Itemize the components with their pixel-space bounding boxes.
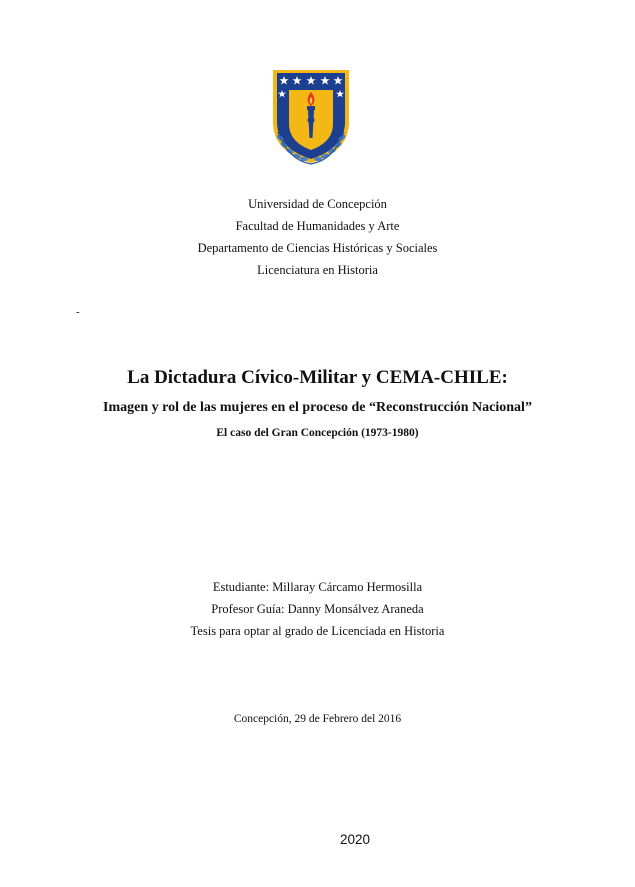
department-name: Departamento de Ciencias Históricas y Sociales bbox=[197, 241, 438, 255]
university-name: Universidad de Concepción bbox=[248, 197, 387, 211]
place-date: Concepción, 29 de Febrero del 2016 bbox=[233, 713, 402, 725]
stray-mark: - bbox=[76, 306, 80, 318]
thesis-subtitle: Imagen y rol de las mujeres en el proceso de “Reconstrucción Nacional” bbox=[103, 400, 532, 415]
university-crest-icon bbox=[270, 68, 352, 168]
purpose-line: Tesis para optar al grado de Licenciada en Historia bbox=[190, 624, 445, 638]
thesis-case: El caso del Gran Concepción (1973-1980) bbox=[216, 427, 419, 439]
thesis-title: La Dictadura Cívico-Militar y CEMA-CHILE: bbox=[127, 367, 508, 388]
student-line: Estudiante: Millaray Cárcamo Hermosilla bbox=[212, 580, 423, 594]
advisor-line: Profesor Guía: Danny Monsálvez Araneda bbox=[211, 602, 424, 616]
year-label: 2020 bbox=[340, 832, 371, 847]
degree-program: Licenciatura en Historia bbox=[257, 263, 378, 277]
faculty-name: Facultad de Humanidades y Arte bbox=[235, 219, 400, 233]
